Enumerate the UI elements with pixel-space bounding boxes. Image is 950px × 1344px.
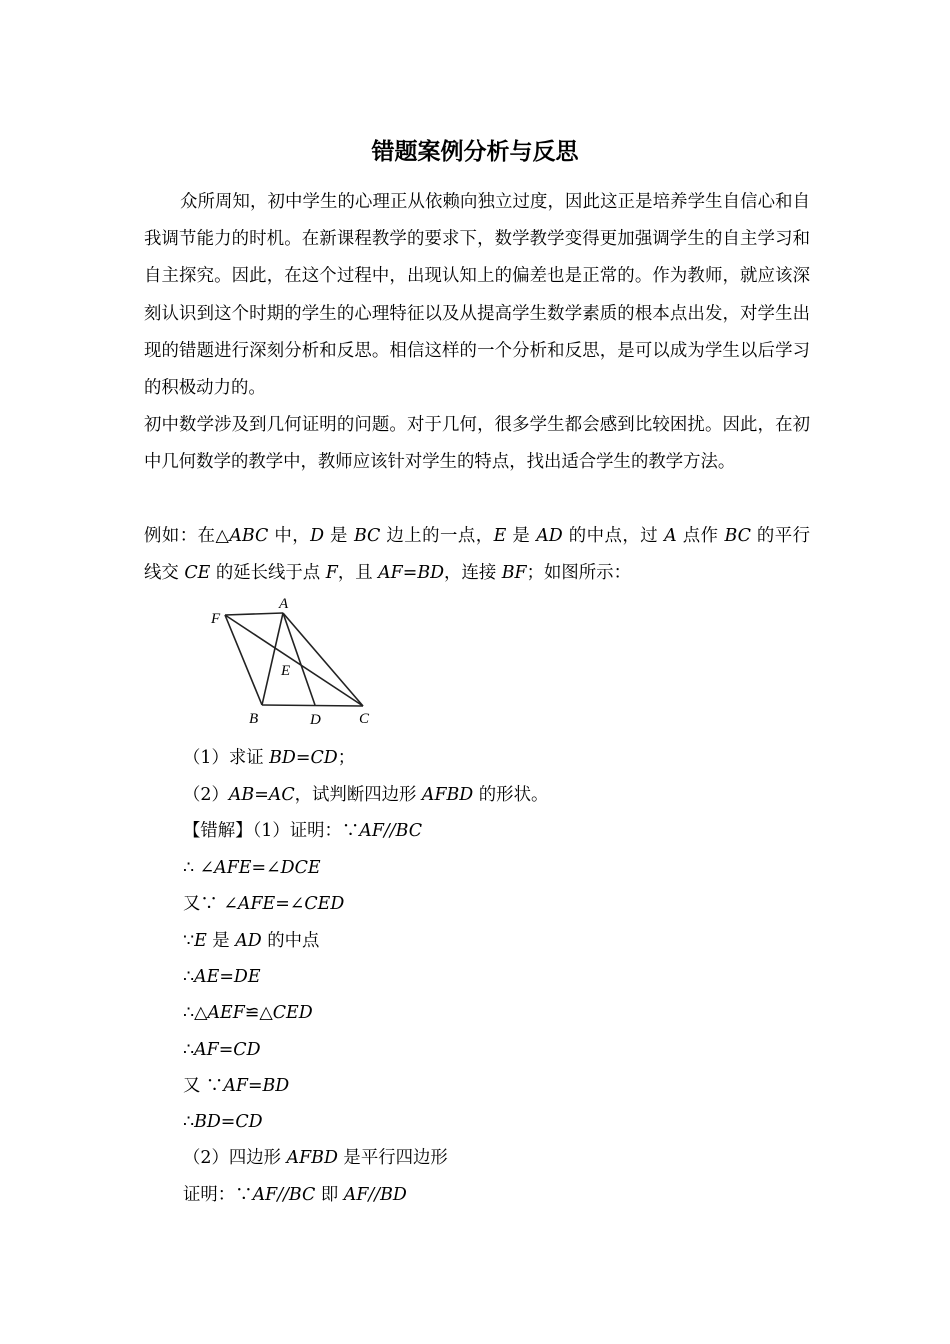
part-2-claim: （2）四边形 AFBD 是平行四边形 xyxy=(183,1148,448,1168)
proof-step: ∵E 是 AD 的中点 xyxy=(183,931,320,951)
question-2: （2）AB=AC，试判断四边形 AFBD 的形状。 xyxy=(183,785,549,805)
geometry-figure xyxy=(205,593,390,728)
proof-step: 又 ∵AF=BD xyxy=(183,1076,290,1096)
label-A: A xyxy=(279,596,289,612)
proof-step: ∴AF=CD xyxy=(183,1040,261,1060)
proof-step: ∴ ∠AFE=∠DCE xyxy=(183,858,321,878)
proof-step: ∴AE=DE xyxy=(183,967,261,987)
question-1: （1）求证 BD=CD； xyxy=(183,748,356,768)
document-title: 错题案例分析与反思 xyxy=(371,139,579,165)
geometry-paragraph: 初中数学涉及到几何证明的问题。对于几何，很多学生都会感到比较困扰。因此，在初中几何数学的教学中，教师应该针对学生的特点，找出适合学生的教学方法。 xyxy=(144,415,810,473)
proof-step: ∴△AEF≌△CED xyxy=(183,1003,313,1023)
label-E: E xyxy=(281,663,291,679)
intro-paragraph: 众所周知，初中学生的心理正从依赖向独立过度，因此这正是培养学生自信心和自我调节能力的时机。在新课程教学的要求下，数学教学变得更加强调学生的自主学习和自主探究。因此，在这个过程中，出现认知上的偏差也是正常的。作为教师，就应该深刻认识到这个时期的学生的心理特征以及从提高学生数学素质的根本点出发，对学生出现的错题进行深刻分析和反思。相信这样的一个分析和反思，是可以成为学生以后学习的积极动力的。 xyxy=(144,192,810,399)
proof-step: ∴BD=CD xyxy=(183,1112,263,1132)
label-D: D xyxy=(310,712,321,728)
wrong-solution-heading: 【错解】（1）证明：∵AF//BC xyxy=(183,821,423,841)
proof-step: 又∵ ∠AFE=∠CED xyxy=(183,894,345,914)
label-F: F xyxy=(211,611,221,627)
geometry-diagram xyxy=(205,593,390,728)
label-C: C xyxy=(359,711,370,727)
part-2-proof: 证明：∵AF//BC 即 AF//BD xyxy=(183,1185,407,1205)
example-paragraph: 例如：在△ABC 中，D 是 BC 边上的一点，E 是 AD 的中点，过 A 点作 BC 的平行线交 CE 的延长线于点 F，且 AF=BD，连接 BF；如图所示： xyxy=(144,526,811,584)
label-B: B xyxy=(249,711,259,727)
